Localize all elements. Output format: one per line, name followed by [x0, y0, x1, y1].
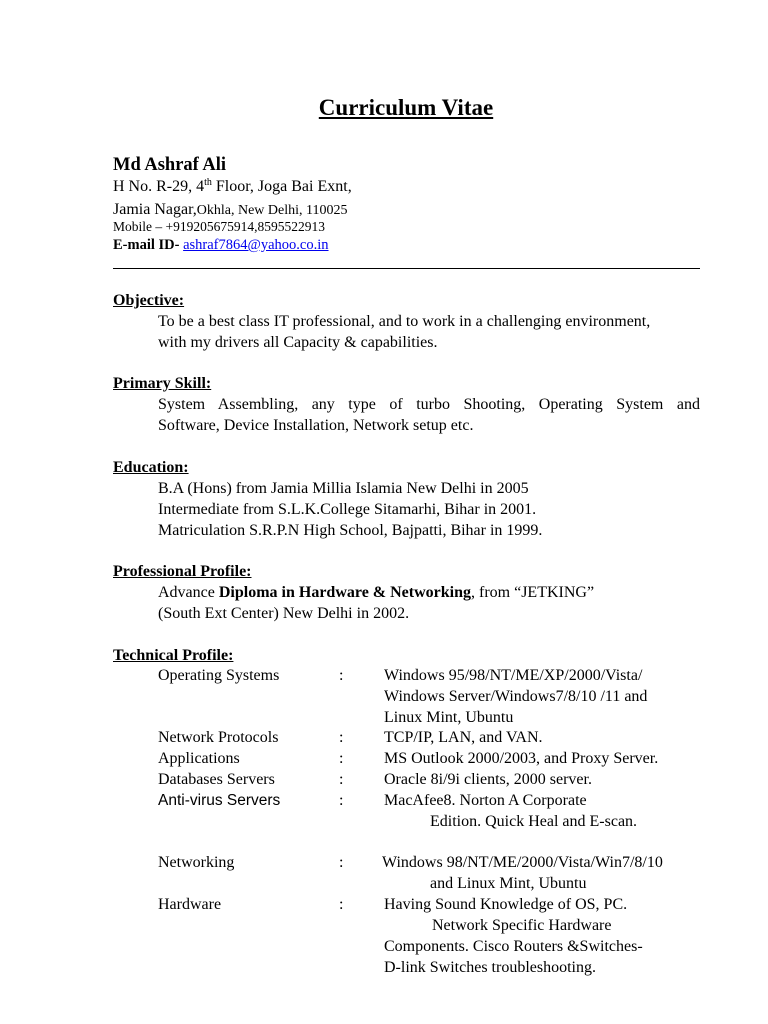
databases-colon: :	[339, 771, 344, 788]
header-divider	[113, 268, 700, 269]
os-label: Operating Systems	[158, 667, 280, 684]
networking-value: and Linux Mint, Ubuntu	[430, 875, 587, 892]
hardware-value: Components. Cisco Routers &Switches-	[384, 938, 643, 955]
os-value: Windows Server/Windows7/8/10 /11 and	[384, 688, 648, 705]
hardware-value: Having Sound Knowledge of OS, PC.	[384, 896, 628, 913]
education-item: Intermediate from S.L.K.College Sitamarhi, Bihar in 2001.	[158, 501, 537, 518]
hardware-value: Network Specific Hardware	[432, 917, 612, 934]
education-item: B.A (Hons) from Jamia Millia Islamia New Delhi in 2005	[158, 480, 529, 497]
antivirus-label: Anti-virus Servers	[158, 792, 281, 809]
address-line-2: Jamia Nagar,Okhla, New Delhi, 110025	[113, 201, 348, 218]
hardware-colon: :	[339, 896, 344, 913]
applications-colon: :	[339, 750, 344, 767]
applications-label: Applications	[158, 750, 240, 767]
hardware-label: Hardware	[158, 896, 222, 913]
document-title: Curriculum Vitae	[318, 95, 494, 120]
primary-skill-heading: Primary Skill:	[113, 375, 212, 392]
networking-value: Windows 98/NT/ME/2000/Vista/Win7/8/10	[382, 854, 663, 871]
professional-profile-line-2: (South Ext Center) New Delhi in 2002.	[158, 605, 410, 622]
candidate-name: Md Ashraf Ali	[113, 155, 227, 175]
os-value: Windows 95/98/NT/ME/XP/2000/Vista/	[384, 667, 643, 684]
mobile-numbers: Mobile – +919205675914,8595522913	[113, 219, 325, 234]
objective-heading: Objective:	[113, 292, 185, 309]
technical-profile-heading: Technical Profile:	[113, 647, 234, 664]
education-item: Matriculation S.R.P.N High School, Bajpatti, Bihar in 1999.	[158, 522, 543, 539]
primary-skill-line-2: Software, Device Installation, Network setup etc.	[158, 417, 474, 434]
education-heading: Education:	[113, 459, 189, 476]
antivirus-value: Edition. Quick Heal and E-scan.	[430, 813, 638, 830]
network-protocols-label: Network Protocols	[158, 729, 279, 746]
os-value: Linux Mint, Ubuntu	[384, 709, 514, 726]
objective-line-1: To be a best class IT professional, and to work in a challenging environment,	[158, 313, 651, 330]
professional-profile-line-1: Advance Diploma in Hardware & Networking, from “JETKING”	[158, 584, 595, 601]
email-link[interactable]: ashraf7864@yahoo.co.in	[183, 237, 329, 253]
network-protocols-colon: :	[339, 729, 344, 746]
databases-label: Databases Servers	[158, 771, 275, 788]
primary-skill-line-1: System Assembling, any type of turbo Shooting, Operating System and	[158, 396, 700, 413]
network-protocols-value: TCP/IP, LAN, and VAN.	[384, 729, 543, 746]
antivirus-value: MacAfee8. Norton A Corporate	[384, 792, 587, 809]
address-line-1: H No. R-29, 4th Floor, Joga Bai Exnt,	[113, 177, 352, 195]
applications-value: MS Outlook 2000/2003, and Proxy Server.	[384, 750, 659, 767]
objective-line-2: with my drivers all Capacity & capabilities.	[158, 334, 438, 351]
antivirus-colon: :	[339, 792, 344, 809]
os-colon: :	[339, 667, 344, 684]
databases-value: Oracle 8i/9i clients, 2000 server.	[384, 771, 592, 788]
networking-label: Networking	[158, 854, 235, 871]
networking-colon: :	[339, 854, 344, 871]
hardware-value: D-link Switches troubleshooting.	[384, 959, 596, 976]
professional-profile-heading: Professional Profile:	[113, 563, 252, 580]
email-line: E-mail ID- ashraf7864@yahoo.co.in	[113, 237, 329, 253]
